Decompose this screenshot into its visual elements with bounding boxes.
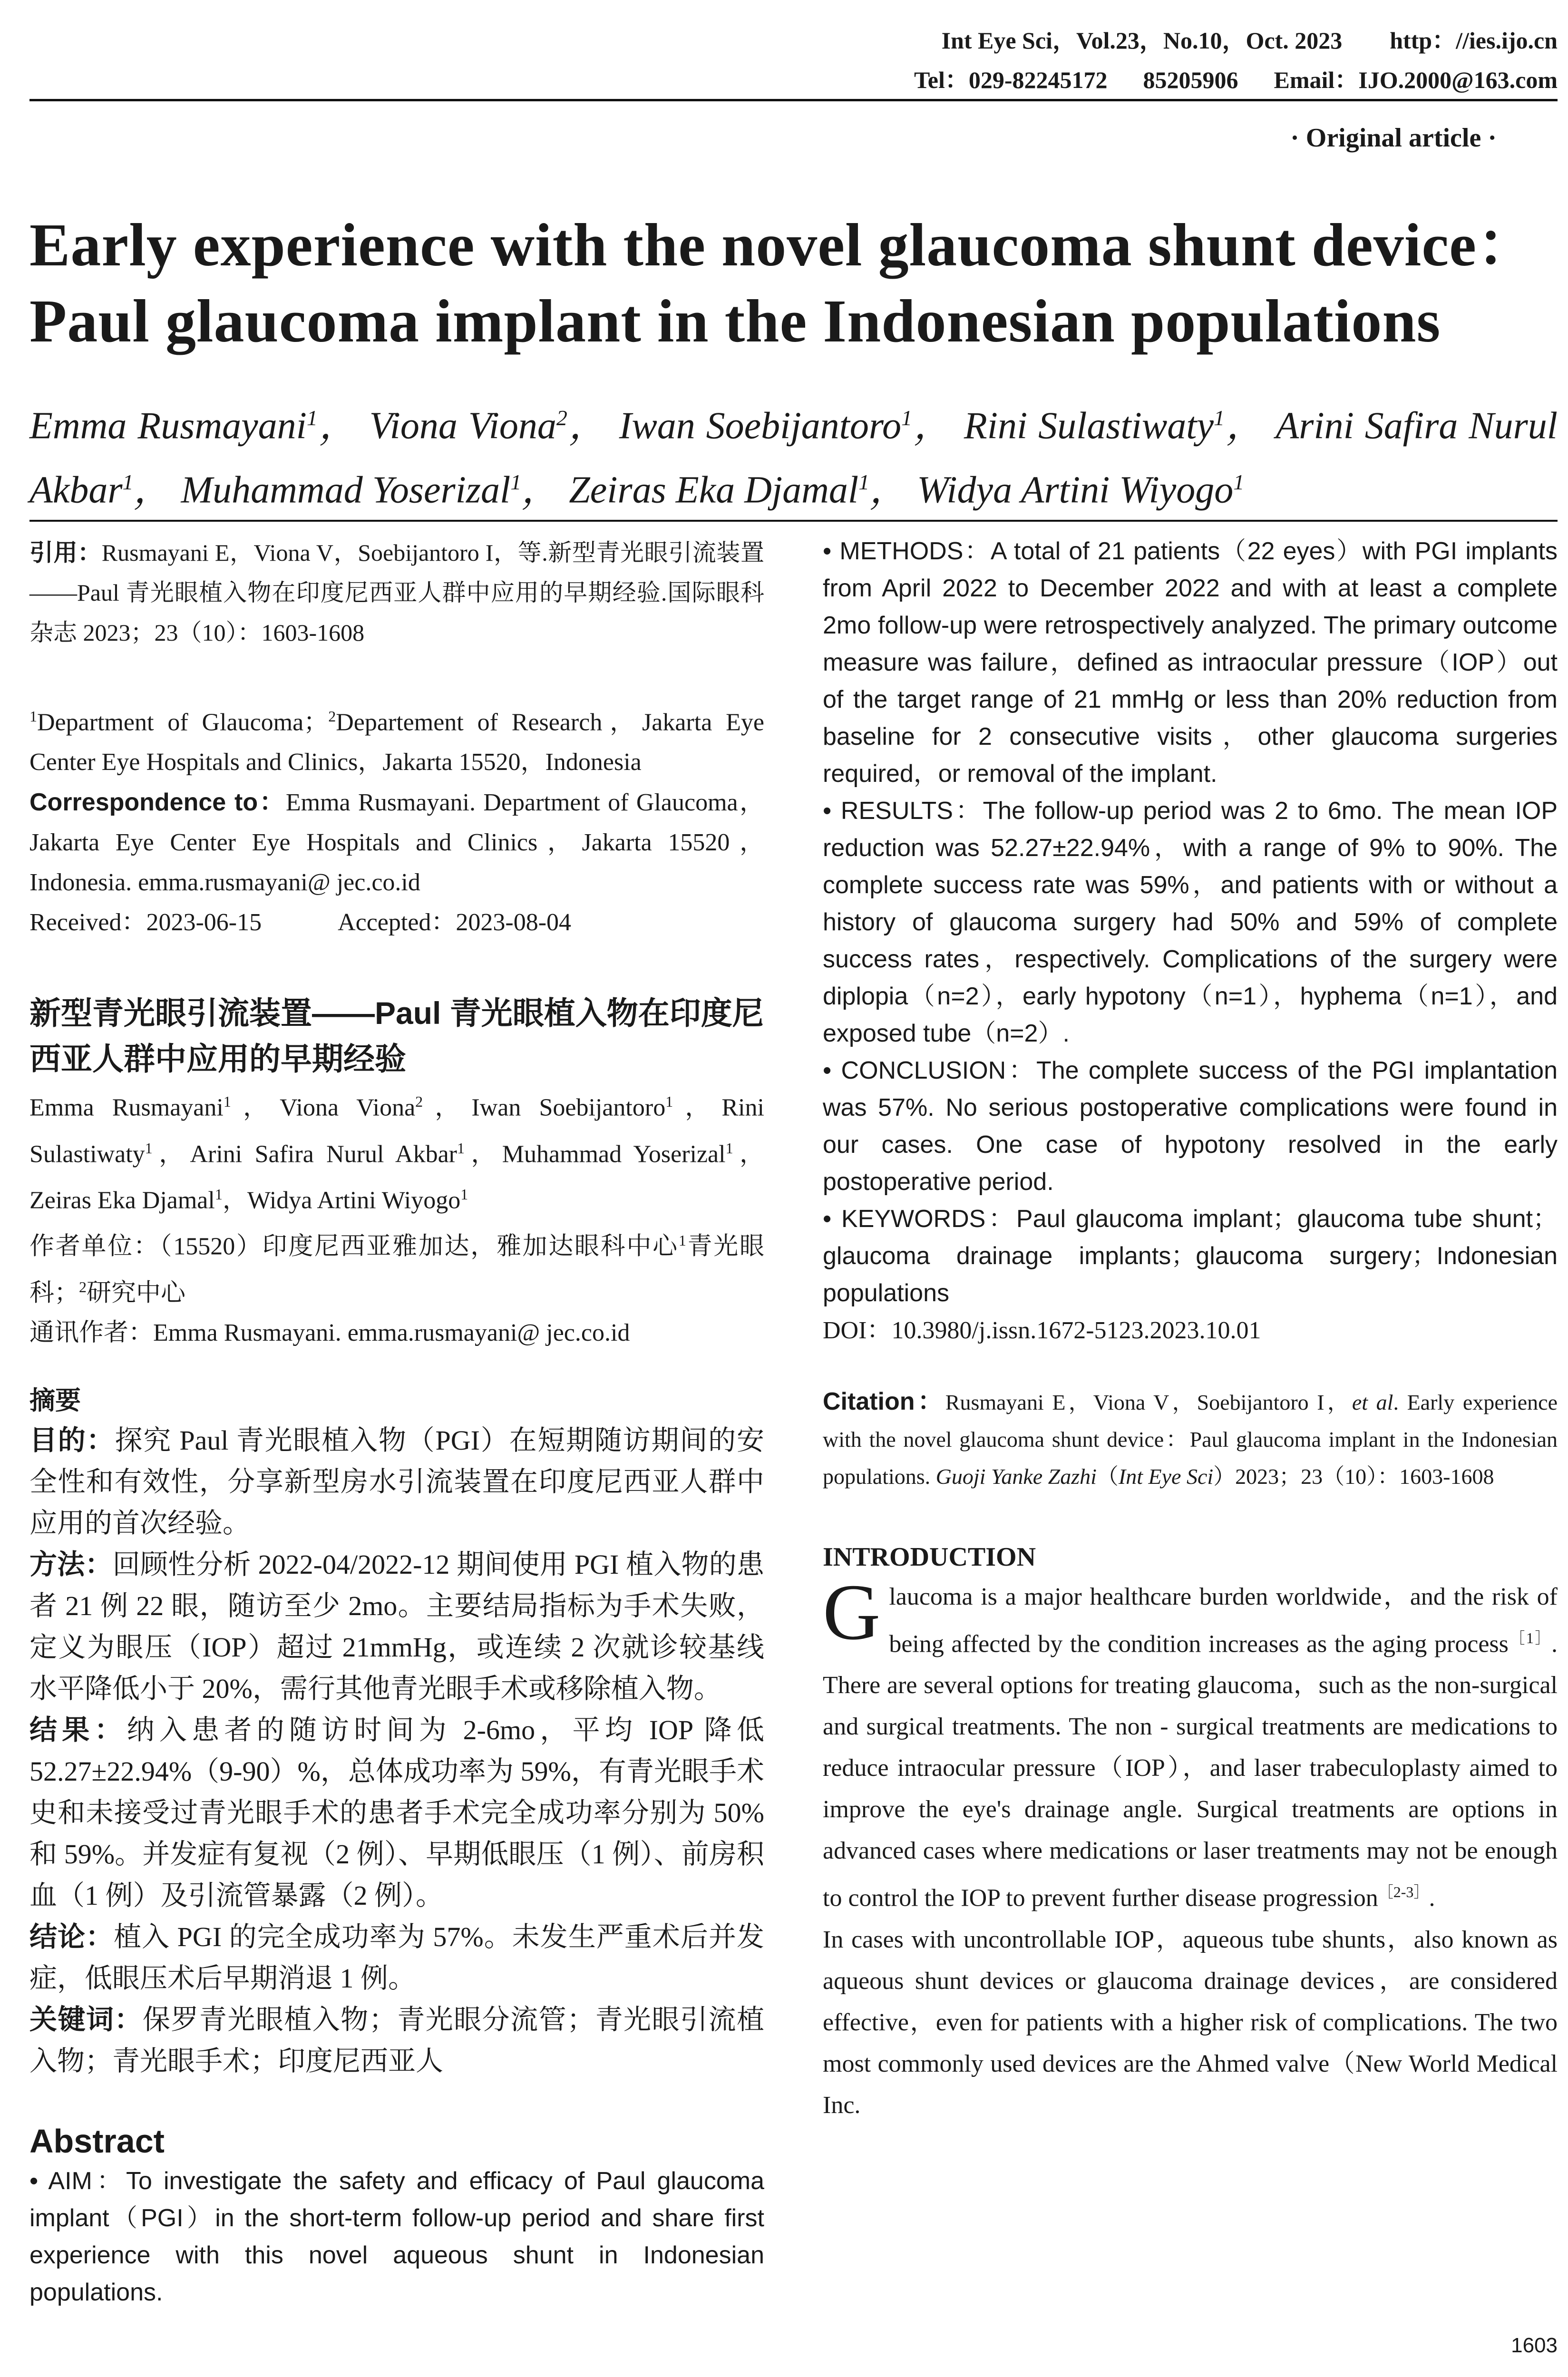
aff-2: Departement of Research，Jakarta Eye Center Eye Hospitals and Clinics，Jakarta 15520，Indonesia bbox=[29, 709, 764, 776]
en-methods: • METHODS：A total of 21 patients（22 eyes）with PGI implants from April 2022 to December 2022 and with at least a complete 2mo follow-up were retrospectively analyzed. The primary outcome measure was failure，defined as intraocular pressure（IOP）out of the target range of 21 mmHg or less than 20% reduction from baseline for 2 consecutive visits，other glaucoma surgeries required，or removal of the implant. bbox=[823, 537, 1558, 788]
intro-ref-1: ［1］ bbox=[1508, 1629, 1551, 1646]
cn-unit-sup2: 2 bbox=[79, 1278, 87, 1296]
chinese-citation-text: Rusmayani E，Viona V，Soebijantoro I，等.新型青光眼引流装置——Paul 青光眼植入物在印度尼西亚人群中应用的早期经验.国际眼科杂志 2023；23（10）：1603-1608 bbox=[29, 539, 764, 646]
chinese-title: 新型青光眼引流装置——Paul 青光眼植入物在印度尼西亚人群中应用的早期经验 bbox=[29, 995, 764, 1077]
author-affiliation-sup: 1 bbox=[1233, 469, 1245, 494]
cn-contact-text: Emma Rusmayani. emma.rusmayani@ jec.co.id bbox=[153, 1319, 630, 1346]
cn-author-affiliation-sup: 2 bbox=[415, 1093, 423, 1111]
cn-author-name: Rini Sulastiwaty bbox=[29, 1094, 764, 1168]
en-keywords: • KEYWORDS：Paul glaucoma implant；glaucoma tube shunt；glaucoma drainage implants；glaucoma surgery；Indonesian populations bbox=[823, 1205, 1558, 1307]
citation-text-a: Rusmayani E，Viona V，Soebijantoro I， bbox=[945, 1390, 1352, 1414]
cn-author-name: Viona Viona bbox=[280, 1094, 416, 1121]
chinese-citation bbox=[29, 533, 764, 653]
citation-text-b: . Early experience with the novel glaucoma shunt device：Paul glaucoma implant in the Indonesian populations. bbox=[823, 1390, 1558, 1489]
cn-methods-text: 回顾性分析 2022-04/2022-12 期间使用 PGI 植入物的患者 21 例 22 眼，随访至少 2mo。主要结局指标为手术失败，定义为眼压（IOP）超过 21mmHg，或连续 2 次就诊较基线水平降低小于 20%，需行其他青光眼手术或移除植入物。 bbox=[29, 1549, 764, 1704]
article-title bbox=[29, 207, 1558, 359]
en-results: • RESULTS：The follow-up period was 2 to 6mo. The mean IOP reduction was 52.27±22.94%，with a range of 9% to 90%. The complete success rate was 59%，and patients with or without a history of glaucoma surgery had 50% and 59% of complete success rates，respectively. Complications of the surgery were diplopia（n=2），early hypotony（n=1），hyphema（n=1），and exposed tube（n=2）. bbox=[823, 797, 1558, 1047]
intro-paragraph-2: In cases with uncontrollable IOP，aqueous tube shunts，also known as aqueous shunt devices or glaucoma drainage devices，are considered effective，even for patients with a higher risk of complications. The two most commonly used devices are the Ahmed valve（New World Medical Inc. bbox=[823, 1926, 1558, 2119]
author-separator: ， bbox=[869, 469, 917, 511]
chinese-author-list bbox=[29, 1081, 764, 1220]
cn-author-affiliation-sup: 1 bbox=[457, 1139, 465, 1157]
chinese-abstract-heading: 摘要 bbox=[29, 1386, 81, 1415]
intro-ref-2: ［2-3］ bbox=[1378, 1883, 1429, 1901]
en-aim: • AIM：To investigate the safety and efficacy of Paul glaucoma implant（PGI）in the short-term follow-up period and share first experience with this novel aqueous shunt in Indonesian populations. bbox=[29, 2167, 764, 2306]
journal-header-line1 bbox=[942, 29, 1558, 52]
article-type: · Original article · bbox=[1290, 123, 1497, 153]
citation-journal: Guoji Yanke Zazhi bbox=[935, 1464, 1097, 1489]
citation-label: Citation： bbox=[823, 1388, 945, 1415]
cn-author-affiliation-sup: 1 bbox=[725, 1139, 733, 1157]
correspondence bbox=[29, 782, 764, 903]
author-name: Zeiras Eka Djamal bbox=[569, 469, 859, 511]
author-affiliation-sup: 1 bbox=[510, 469, 522, 494]
author-separator: ， bbox=[317, 405, 370, 447]
citation-text-c: （ bbox=[1096, 1464, 1119, 1489]
cn-author-separator: ， bbox=[152, 1140, 190, 1168]
cn-unit-a: （15520）印度尼西亚雅加达，雅加达眼科中心 bbox=[159, 1233, 679, 1260]
cn-contact-label: 通讯作者： bbox=[29, 1319, 154, 1346]
cn-conclusion-label: 结论： bbox=[29, 1921, 114, 1952]
cn-keywords-text: 保罗青光眼植入物；青光眼分流管；青光眼引流植入物；青光眼手术；印度尼西亚人 bbox=[29, 2004, 764, 2076]
author-separator: ， bbox=[521, 469, 569, 511]
aff-1: Department of Glaucoma； bbox=[37, 709, 329, 736]
cn-results-text: 纳入患者的随访时间为 2-6mo，平均 IOP 降低 52.27±22.94%（9-90）%，总体成功率为 59%，有青光眼手术史和未接受过青光眼手术的患者手术完全成功率分别为 50% 和 59%。并发症有复视（2 例）、早期低眼压（1 例）、前房积血（1 例）及引流管暴露（2 例）。 bbox=[29, 1714, 764, 1911]
chinese-citation-label: 引用： bbox=[29, 539, 102, 566]
author-list bbox=[29, 390, 1558, 518]
journal-tel2: 85205906 bbox=[1143, 67, 1238, 93]
intro-paragraph-1 bbox=[823, 1568, 1558, 1919]
header-rule bbox=[29, 99, 1558, 101]
intro-p1-a: laucoma is a major healthcare burden worldwide，and the risk of being affected by the condition increases as the aging process bbox=[889, 1583, 1558, 1658]
journal-email: Email：IJO.2000@163.com bbox=[1274, 67, 1558, 93]
cn-unit-label: 作者单位： bbox=[29, 1233, 160, 1260]
cn-author-name: Emma Rusmayani bbox=[29, 1094, 224, 1121]
left-column bbox=[29, 533, 764, 2311]
cn-author-separator: ， bbox=[733, 1140, 764, 1168]
cn-author-affiliation-sup: 1 bbox=[145, 1139, 153, 1157]
affiliations bbox=[29, 696, 764, 782]
author-separator: ， bbox=[133, 469, 181, 511]
author-separator: ， bbox=[1225, 405, 1276, 447]
title-line-1: Early experience with the novel glaucoma shunt device： bbox=[29, 211, 1538, 279]
author-separator: ， bbox=[912, 405, 964, 447]
accepted-date: Accepted：2023-08-04 bbox=[338, 909, 572, 936]
cn-author-affiliation-sup: 1 bbox=[223, 1093, 231, 1111]
cn-aim-text: 探究 Paul 青光眼植入物（PGI）在短期随访期间的安全性和有效性，分享新型房水引流装置在印度尼西亚人群中应用的首次经验。 bbox=[29, 1424, 764, 1539]
cn-aim bbox=[29, 1420, 764, 1544]
cn-author-name: Arini Safira Nurul Akbar bbox=[190, 1140, 457, 1168]
author-name: Widya Artini Wiyogo bbox=[917, 469, 1234, 511]
author-name: Arini Safira Nurul Akbar bbox=[29, 405, 1558, 511]
cn-unit-c: 研究中心 bbox=[87, 1279, 186, 1306]
author-name: Viona Viona bbox=[369, 405, 556, 447]
journal-tel: Tel：029-82245172 bbox=[914, 67, 1108, 93]
author-name: Emma Rusmayani bbox=[29, 405, 307, 447]
author-affiliation-sup: 2 bbox=[556, 406, 567, 430]
cn-author-name: Muhammad Yoserizal bbox=[502, 1140, 726, 1168]
english-abstract-heading: Abstract bbox=[29, 2122, 165, 2160]
citation-etal: et al bbox=[1352, 1390, 1393, 1414]
chinese-contact bbox=[29, 1313, 764, 1353]
page-number: 1603 bbox=[1511, 2334, 1558, 2357]
intro-p1-b: . There are several options for treating glaucoma，such as the non-surgical and surgical treatments. The non - surgical treatments are medications to reduce intraocular pressure（IOP），and laser trabeculoplasty aimed to improve the eye's drainage angle. Surgical treatments are options in advanced cases where medications or laser treatments may not be enough to control the IOP to prevent further disease progression bbox=[823, 1630, 1558, 1912]
cn-unit-b: 青光眼科； bbox=[29, 1233, 764, 1306]
cn-results-label: 结果： bbox=[29, 1714, 127, 1745]
title-line-2: Paul glaucoma implant in the Indonesian populations bbox=[29, 287, 1441, 355]
intro-p1-c: . bbox=[1429, 1884, 1435, 1912]
cn-conclusion-text: 植入 PGI 的完全成功率为 57%。未发生严重术后并发症，低眼压术后早期消退 1 例。 bbox=[29, 1921, 764, 1994]
cn-author-separator: ， bbox=[464, 1140, 502, 1168]
chinese-affiliation bbox=[29, 1220, 764, 1313]
cn-keywords-label: 关键词： bbox=[29, 2004, 143, 2035]
journal-issue: Int Eye Sci，Vol.23，No.10，Oct. 2023 bbox=[941, 27, 1343, 54]
cn-author-name: Widya Artini Wiyogo bbox=[247, 1187, 461, 1214]
cn-author-name: Zeiras Eka Djamal bbox=[29, 1187, 215, 1214]
journal-url: http：//ies.ijo.cn bbox=[1390, 27, 1558, 54]
cn-unit-sup1: 1 bbox=[678, 1232, 686, 1249]
author-affiliation-sup: 1 bbox=[306, 406, 318, 430]
received-date: Received：2023-06-15 bbox=[29, 909, 262, 936]
author-name: Iwan Soebijantoro bbox=[619, 405, 902, 447]
received-accepted-dates bbox=[29, 903, 764, 943]
cn-author-affiliation-sup: 1 bbox=[665, 1093, 673, 1111]
cn-methods bbox=[29, 1544, 764, 1709]
drop-cap: G bbox=[823, 1568, 881, 1656]
cn-results bbox=[29, 1709, 764, 1916]
author-affiliation-sup: 1 bbox=[122, 469, 134, 494]
cn-keywords bbox=[29, 1999, 764, 2082]
cn-author-affiliation-sup: 1 bbox=[460, 1185, 468, 1203]
cn-methods-label: 方法： bbox=[29, 1549, 113, 1580]
citation-text-d: ）2023；23（10）：1603-1608 bbox=[1213, 1464, 1494, 1489]
correspondence-text: Emma Rusmayani. Department of Glaucoma，Jakarta Eye Center Eye Hospitals and Clinics，Jakarta 15520，Indonesia. emma.rusmayani@ jec.co.id bbox=[29, 789, 764, 896]
en-conclusion: • CONCLUSION：The complete success of the PGI implantation was 57%. No serious postoperative complications were found in our cases. One case of hypotony resolved in the early postoperative period. bbox=[823, 1057, 1558, 1196]
cn-author-name: Iwan Soebijantoro bbox=[471, 1094, 666, 1121]
journal-header-line2 bbox=[914, 68, 1558, 92]
aff-sup-1: 1 bbox=[29, 708, 37, 725]
author-name: Rini Sulastiwaty bbox=[964, 405, 1214, 447]
author-affiliation-sup: 1 bbox=[1214, 406, 1225, 430]
citation-abbr: Int Eye Sci bbox=[1118, 1464, 1214, 1489]
doi: DOI：10.3980/j.issn.1672-5123.2023.10.01 bbox=[823, 1317, 1261, 1344]
english-citation bbox=[823, 1383, 1558, 1495]
author-affiliation-sup: 1 bbox=[858, 469, 870, 494]
authors-rule bbox=[29, 520, 1558, 522]
cn-conclusion bbox=[29, 1916, 764, 1999]
cn-author-separator: ， bbox=[231, 1094, 280, 1121]
aff-sup-2: 2 bbox=[328, 708, 336, 725]
cn-author-separator: ， bbox=[673, 1094, 722, 1121]
cn-aim-label: 目的： bbox=[29, 1424, 115, 1456]
cn-author-separator: ， bbox=[222, 1187, 247, 1214]
author-separator: ， bbox=[567, 405, 619, 447]
right-column bbox=[823, 533, 1558, 2126]
author-affiliation-sup: 1 bbox=[901, 406, 913, 430]
cn-author-affiliation-sup: 1 bbox=[214, 1185, 223, 1203]
correspondence-label: Correspondence to： bbox=[29, 789, 286, 817]
author-name: Muhammad Yoserizal bbox=[181, 469, 511, 511]
cn-author-separator: ， bbox=[423, 1094, 472, 1121]
introduction-heading: INTRODUCTION bbox=[823, 1542, 1036, 1572]
